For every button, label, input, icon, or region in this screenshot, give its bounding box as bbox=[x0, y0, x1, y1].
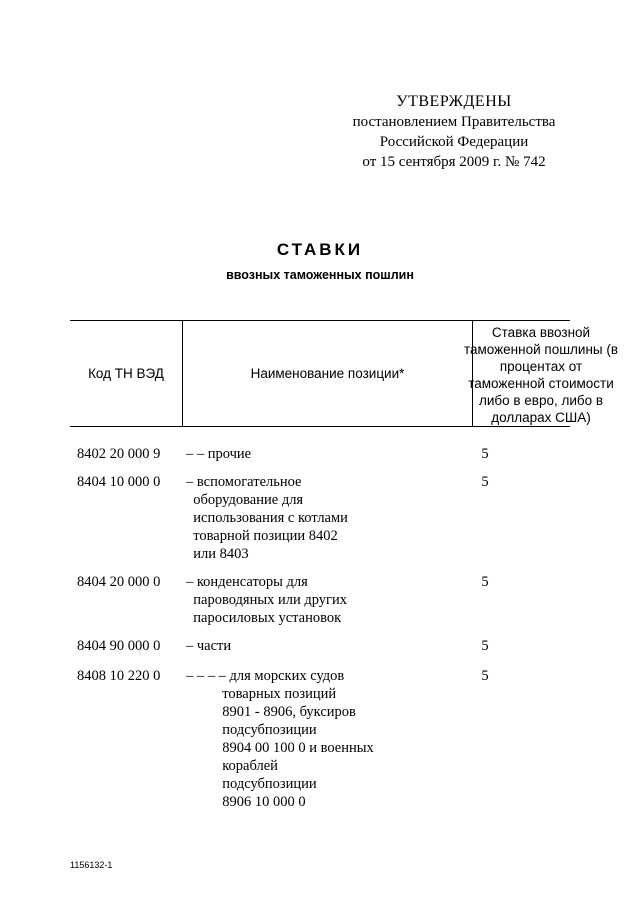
approval-line: Российской Федерации bbox=[379, 134, 529, 150]
row-rate: 5 bbox=[481, 446, 489, 462]
row-code: 8402 20 000 9 bbox=[77, 446, 161, 462]
approval-block bbox=[340, 92, 568, 172]
header-code: Код ТН ВЭД bbox=[88, 366, 164, 381]
row-code: 8404 90 000 0 bbox=[77, 638, 161, 654]
row-code: 8408 10 220 0 bbox=[77, 668, 161, 684]
approval-line: постановлением Правительства bbox=[352, 114, 556, 130]
row-name: – – – – для морских судов товарных позиций 8901 - 8906, буксиров подсубпозиции 8904 00 100 0 и военных кораблей подсубпозиции 8906 10 000 0 bbox=[186, 668, 374, 810]
row-rate: 5 bbox=[481, 574, 489, 590]
row-rate: 5 bbox=[481, 668, 489, 684]
footer-code: 1156132-1 bbox=[70, 860, 113, 870]
approval-line: от 15 сентября 2009 г. № 742 bbox=[362, 154, 546, 170]
document-subtitle: ввозных таможенных пошлин bbox=[226, 268, 414, 282]
row-name: – – прочие bbox=[186, 446, 252, 462]
row-rate: 5 bbox=[481, 474, 489, 490]
row-name: – вспомогательное оборудование для использования с котлами товарной позиции 8402 или 8403 bbox=[186, 474, 348, 562]
row-rate: 5 bbox=[481, 638, 489, 654]
row-code: 8404 10 000 0 bbox=[77, 474, 161, 490]
row-name: – конденсаторы для пароводяных или других паросиловых установок bbox=[186, 574, 347, 626]
table-header bbox=[70, 320, 619, 427]
row-code: 8404 20 000 0 bbox=[77, 574, 161, 590]
document-title: СТАВКИ bbox=[276, 240, 364, 259]
header-rate-text: Ставка ввозной таможенной пошлины (в процентах от таможенной стоимости либо в евро, либо в долларах США) bbox=[463, 324, 619, 425]
approval-title: УТВЕРЖДЕНЫ bbox=[396, 93, 512, 110]
row-name: – части bbox=[186, 638, 232, 654]
header-name: Наименование позиции* bbox=[182, 321, 472, 426]
header-rate bbox=[463, 321, 640, 426]
